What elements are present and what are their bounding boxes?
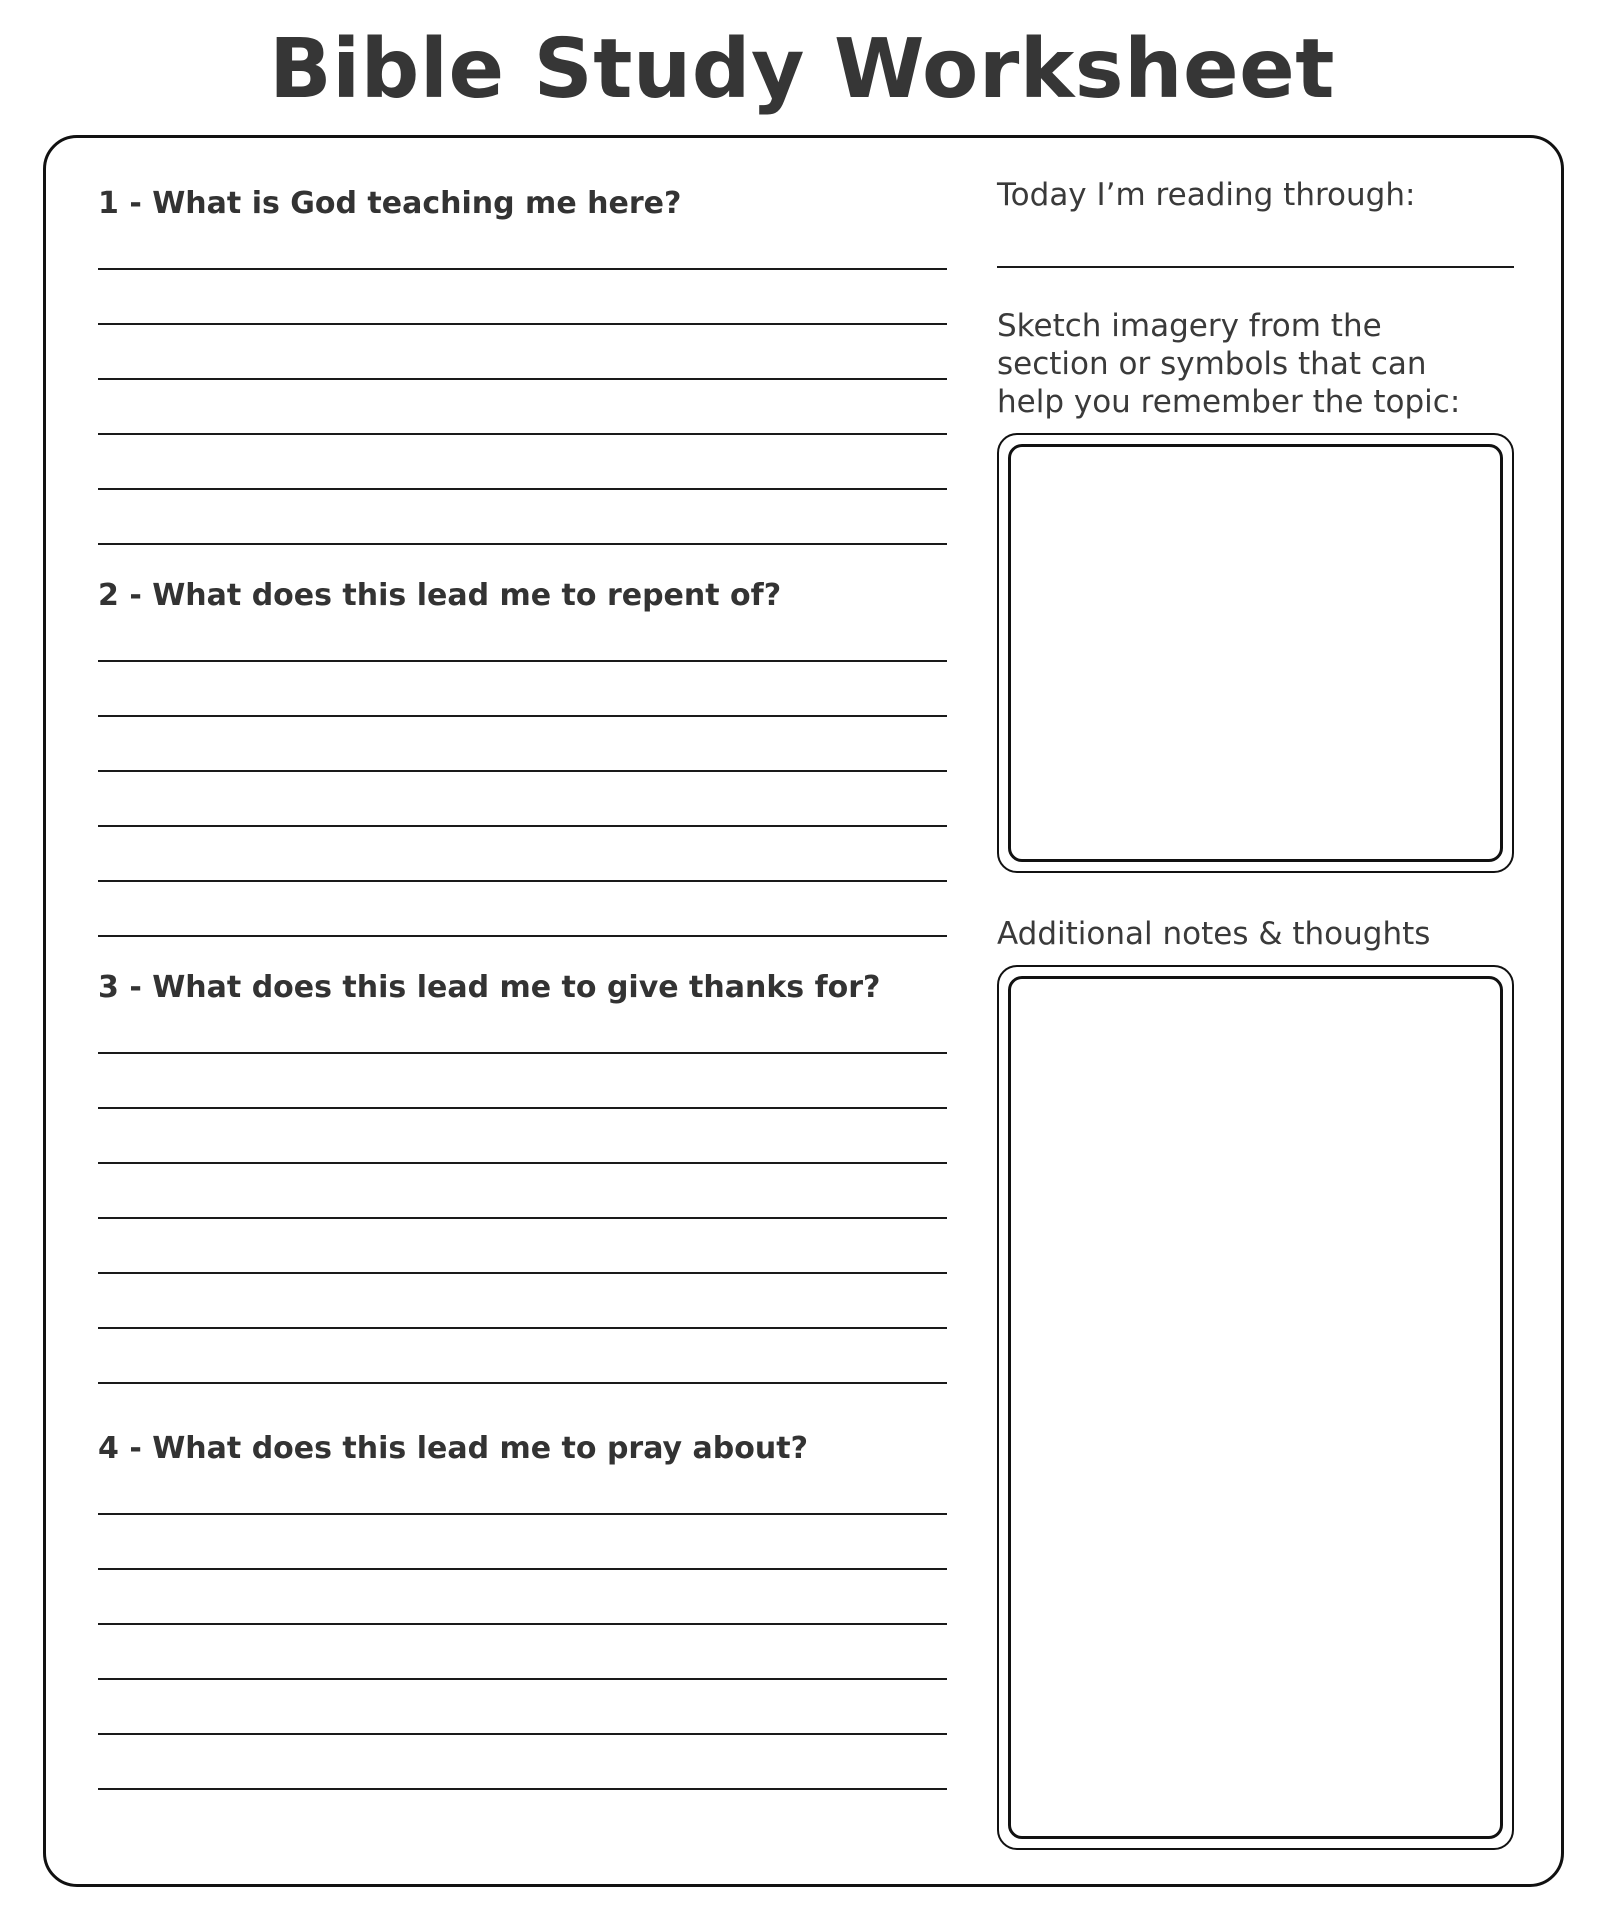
answer-line[interactable] [98, 1623, 947, 1625]
sketch-box[interactable] [997, 433, 1514, 873]
worksheet-title: Bible Study Worksheet [269, 22, 1335, 117]
answer-line[interactable] [98, 1217, 947, 1219]
question-3-label: 3 - What does this lead me to give thanks for? [98, 970, 881, 1005]
question-4-label: 4 - What does this lead me to pray about? [98, 1431, 808, 1466]
answer-line[interactable] [98, 1107, 947, 1109]
answer-line[interactable] [98, 378, 947, 380]
answer-line[interactable] [98, 323, 947, 325]
answer-line[interactable] [98, 1678, 947, 1680]
answer-line[interactable] [98, 268, 947, 270]
answer-line[interactable] [98, 1052, 947, 1054]
answer-line[interactable] [98, 825, 947, 827]
answer-line[interactable] [98, 770, 947, 772]
answer-line[interactable] [98, 1513, 947, 1515]
answer-line[interactable] [98, 488, 947, 490]
answer-line[interactable] [98, 1568, 947, 1570]
answer-line[interactable] [98, 1733, 947, 1735]
notes-box[interactable] [997, 965, 1514, 1850]
answer-line[interactable] [98, 1272, 947, 1274]
sketch-box-inner [1008, 444, 1503, 862]
answer-line[interactable] [98, 1382, 947, 1384]
notes-box-inner [1008, 976, 1503, 1839]
answer-line[interactable] [98, 433, 947, 435]
answer-line[interactable] [98, 543, 947, 545]
reading-input-line[interactable] [997, 266, 1514, 268]
answer-line[interactable] [98, 1327, 947, 1329]
answer-line[interactable] [98, 715, 947, 717]
answer-line[interactable] [98, 1788, 947, 1790]
answer-line[interactable] [98, 1162, 947, 1164]
answer-line[interactable] [98, 935, 947, 937]
reading-label: Today I’m reading through: [997, 177, 1416, 213]
notes-label: Additional notes & thoughts [997, 916, 1431, 952]
answer-line[interactable] [98, 880, 947, 882]
sketch-label: Sketch imagery from the section or symbols that can help you remember the topic: [997, 308, 1461, 420]
answer-line[interactable] [98, 660, 947, 662]
question-1-label: 1 - What is God teaching me here? [98, 186, 682, 221]
question-2-label: 2 - What does this lead me to repent of? [98, 578, 782, 613]
